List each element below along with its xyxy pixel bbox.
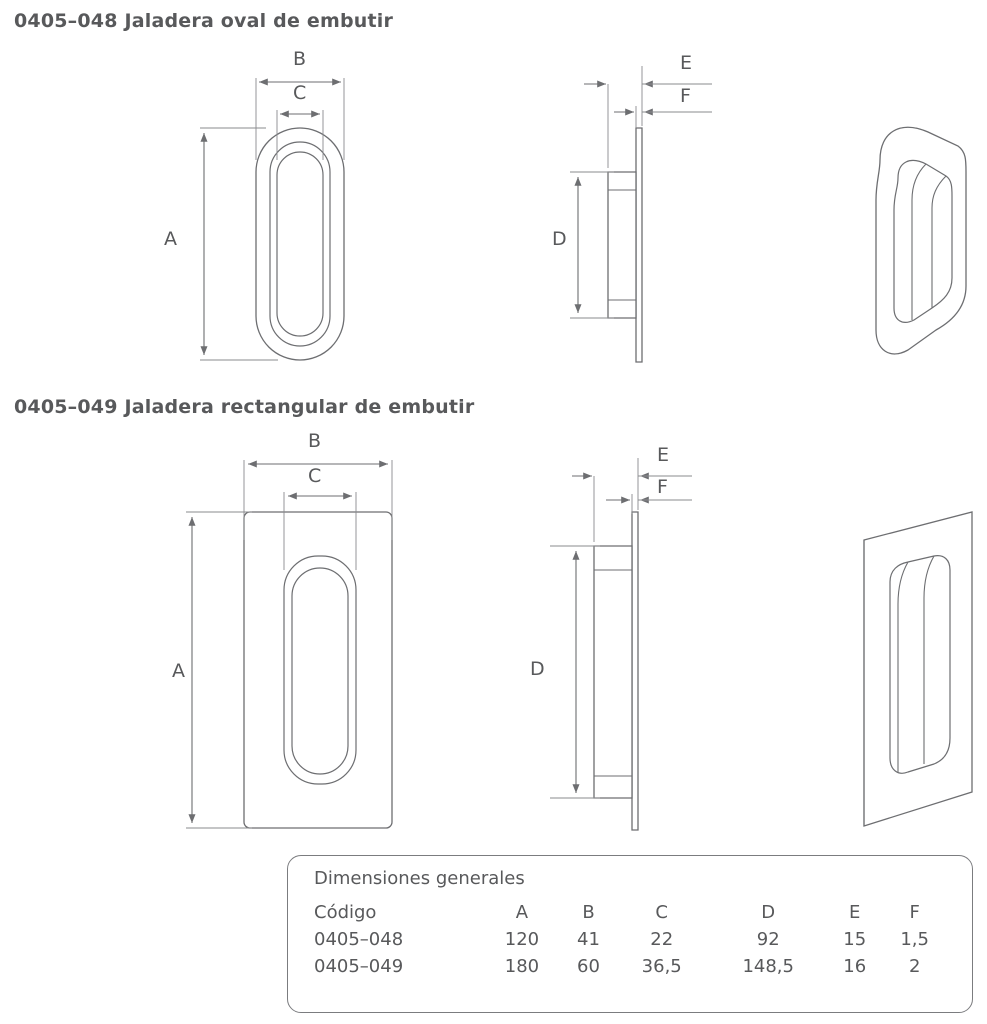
rect-side-view bbox=[594, 512, 638, 830]
row1-a: 180 bbox=[504, 956, 540, 977]
row0-codigo: 0405–048 bbox=[314, 929, 404, 950]
rect-label-f: F bbox=[657, 476, 668, 498]
row0-e: 15 bbox=[843, 929, 867, 950]
table-row bbox=[314, 953, 948, 980]
dimensions-table bbox=[314, 899, 948, 980]
section-title-oval: 0405–048 Jaladera oval de embutir bbox=[14, 10, 394, 32]
table-header-b: B bbox=[582, 902, 595, 923]
row0-d: 92 bbox=[756, 929, 780, 950]
table-header-row bbox=[314, 899, 948, 926]
oval-dim-d bbox=[570, 172, 614, 318]
table-header-c: C bbox=[655, 902, 668, 923]
oval-label-f: F bbox=[680, 85, 691, 107]
dimensions-table-title: Dimensiones generales bbox=[314, 868, 525, 889]
row0-f: 1,5 bbox=[900, 929, 929, 950]
table-header-e: E bbox=[849, 902, 861, 923]
rect-label-d: D bbox=[530, 658, 545, 680]
rect-iso-view bbox=[864, 512, 972, 826]
oval-dim-e bbox=[584, 66, 712, 168]
rect-dim-e bbox=[572, 458, 692, 542]
oval-dim-c bbox=[277, 110, 323, 160]
rect-front-view bbox=[244, 512, 392, 828]
table-row bbox=[314, 926, 948, 953]
row0-b: 41 bbox=[577, 929, 600, 950]
oval-iso-view bbox=[876, 127, 966, 354]
oval-dim-a bbox=[200, 128, 278, 360]
table-header-codigo: Código bbox=[314, 902, 377, 923]
oval-dim-f bbox=[614, 106, 712, 128]
rect-label-e: E bbox=[657, 444, 670, 466]
section-title-rectangular: 0405–049 Jaladera rectangular de embutir bbox=[14, 396, 475, 418]
oval-label-d: D bbox=[552, 228, 567, 250]
oval-label-b: B bbox=[293, 48, 307, 70]
oval-side-view bbox=[608, 128, 642, 362]
rect-dim-a bbox=[186, 512, 252, 828]
rect-dim-f bbox=[606, 494, 692, 514]
rect-dim-c bbox=[284, 492, 356, 570]
oval-label-e: E bbox=[680, 52, 693, 74]
dimensions-table-box bbox=[287, 855, 973, 1013]
row0-a: 120 bbox=[504, 929, 540, 950]
rect-label-c: C bbox=[308, 465, 322, 487]
oval-label-a: A bbox=[164, 228, 177, 250]
table-header-f: F bbox=[909, 902, 920, 923]
rect-label-a: A bbox=[172, 660, 185, 682]
row1-codigo: 0405–049 bbox=[314, 956, 404, 977]
row1-c: 36,5 bbox=[641, 956, 682, 977]
oval-front-view bbox=[256, 128, 344, 360]
row1-f: 2 bbox=[908, 956, 921, 977]
row1-b: 60 bbox=[577, 956, 600, 977]
rect-label-b: B bbox=[308, 430, 322, 452]
rect-dim-d bbox=[550, 546, 600, 798]
oval-label-c: C bbox=[293, 82, 307, 104]
row0-c: 22 bbox=[650, 929, 674, 950]
row1-d: 148,5 bbox=[742, 956, 794, 977]
row1-e: 16 bbox=[843, 956, 867, 977]
table-header-a: A bbox=[515, 902, 529, 923]
table-header-d: D bbox=[761, 902, 776, 923]
